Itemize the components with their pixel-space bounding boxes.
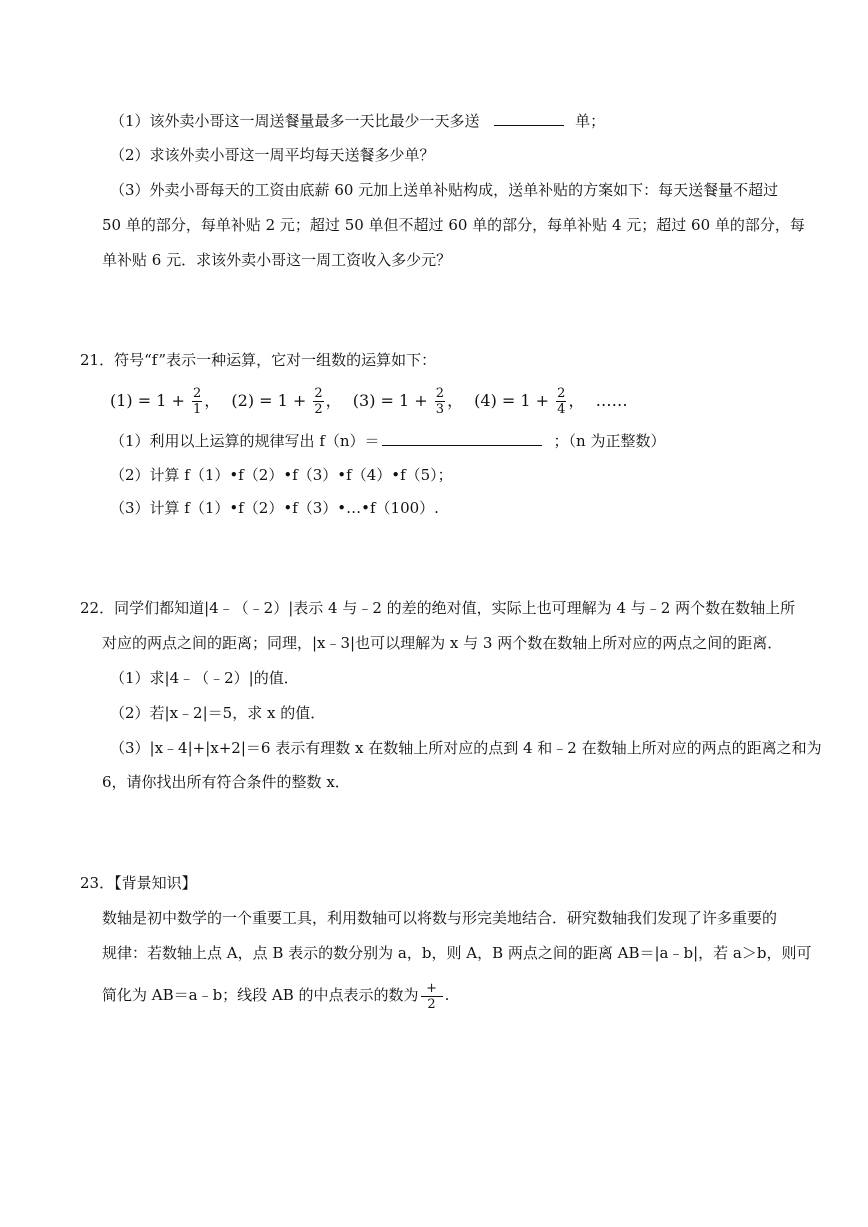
- q20-part1-text: （1）该外卖小哥这一周送餐量最多一天比最少一天多送: [110, 112, 480, 130]
- q22-part2: （2）若|x﹣2|＝5，求 x 的值．: [110, 704, 326, 722]
- q21-example-4: (4) = 1 + $\frac{2}{4}$ ，: [474, 386, 585, 417]
- q21-part3: （3）计算 f（1）•f（2）•f（3）•…•f（100）.: [110, 499, 439, 517]
- fraction: $\frac{2}{1}$: [193, 386, 202, 417]
- answer-blank[interactable]: [494, 110, 564, 126]
- q21-part2: （2）计算 f（1）•f（2）•f（3）•f（4）•f（5）；: [110, 466, 453, 484]
- q21-heading: 21．符号“f”表示一种运算，它对一组数的运算如下：: [80, 351, 437, 369]
- q22-part3-line1: （3）|x﹣4|+|x+2|＝6 表示有理数 x 在数轴上所对应的点到 4 和﹣2 在数轴上所对应的两点的距离之和为: [110, 739, 822, 757]
- q23-heading: 23．【背景知识】: [80, 874, 197, 892]
- q23-line1: 数轴是初中数学的一个重要工具，利用数轴可以将数与形完美地结合．研究数轴我们发现了许多重要的: [102, 909, 778, 927]
- q20-part3-line3: 单补贴 6 元．求该外卖小哥这一周工资收入多少元？: [102, 251, 452, 269]
- q20-part1-unit: 单；: [575, 112, 606, 130]
- q21-part1-text: （1）利用以上运算的规律写出 f（n）＝: [110, 432, 380, 450]
- q21-example-3: (3) = 1 + $\frac{2}{3}$ ，: [352, 386, 464, 417]
- q21-ellipsis: ……: [595, 391, 628, 410]
- fraction: $\frac{2}{4}$: [557, 386, 566, 417]
- fraction: $\frac{2}{2}$: [314, 386, 323, 417]
- q23-line3-end: .: [444, 986, 450, 1004]
- q21-example-1: (1) = 1 + $\frac{2}{1}$ ，: [110, 386, 221, 417]
- midpoint-fraction: $\frac{+}{2}$: [421, 982, 443, 1011]
- q22-part3-line2: 6，请你找出所有符合条件的整数 x．: [102, 773, 350, 791]
- q21-examples: [110, 384, 628, 418]
- fraction: $\frac{2}{3}$: [435, 386, 445, 417]
- q22-line1: 22．同学们都知道|4﹣（﹣2）|表示 4 与﹣2 的差的绝对值，实际上也可理解为 4 与﹣2 两个数在数轴上所: [80, 599, 796, 617]
- q20-part2: （2）求该外卖小哥这一周平均每天送餐多少单？: [110, 146, 435, 164]
- q22-line2: 对应的两点之间的距离；同理，|x﹣3|也可以理解为 x 与 3 两个数在数轴上所对应的两点之间的距离．: [102, 634, 783, 652]
- q23-line3-text: 简化为 AB＝a﹣b；线段 AB 的中点表示的数为: [102, 986, 419, 1004]
- q23-line3: [102, 975, 449, 1015]
- q20-part1: [110, 110, 605, 131]
- q21-example-2: (2) = 1 + $\frac{2}{2}$ ，: [231, 386, 342, 417]
- q22-part1: （1）求|4﹣（﹣2）|的值．: [110, 669, 299, 687]
- q23-line2: 规律：若数轴上点 A，点 B 表示的数分别为 a，b，则 A，B 两点之间的距离 AB＝|a﹣b|，若 a＞b，则可: [102, 944, 812, 962]
- q21-part1: [110, 430, 665, 451]
- answer-blank[interactable]: [382, 430, 542, 446]
- q20-part3-line1: （3）外卖小哥每天的工资由底薪 60 元加上送单补贴构成，送单补贴的方案如下：每天送餐量不超过: [110, 181, 779, 199]
- q20-part3-line2: 50 单的部分，每单补贴 2 元；超过 50 单但不超过 60 单的部分，每单补贴 4 元；超过 60 单的部分，每: [102, 216, 805, 234]
- q21-part1-note: ；（n 为正整数）: [553, 432, 666, 450]
